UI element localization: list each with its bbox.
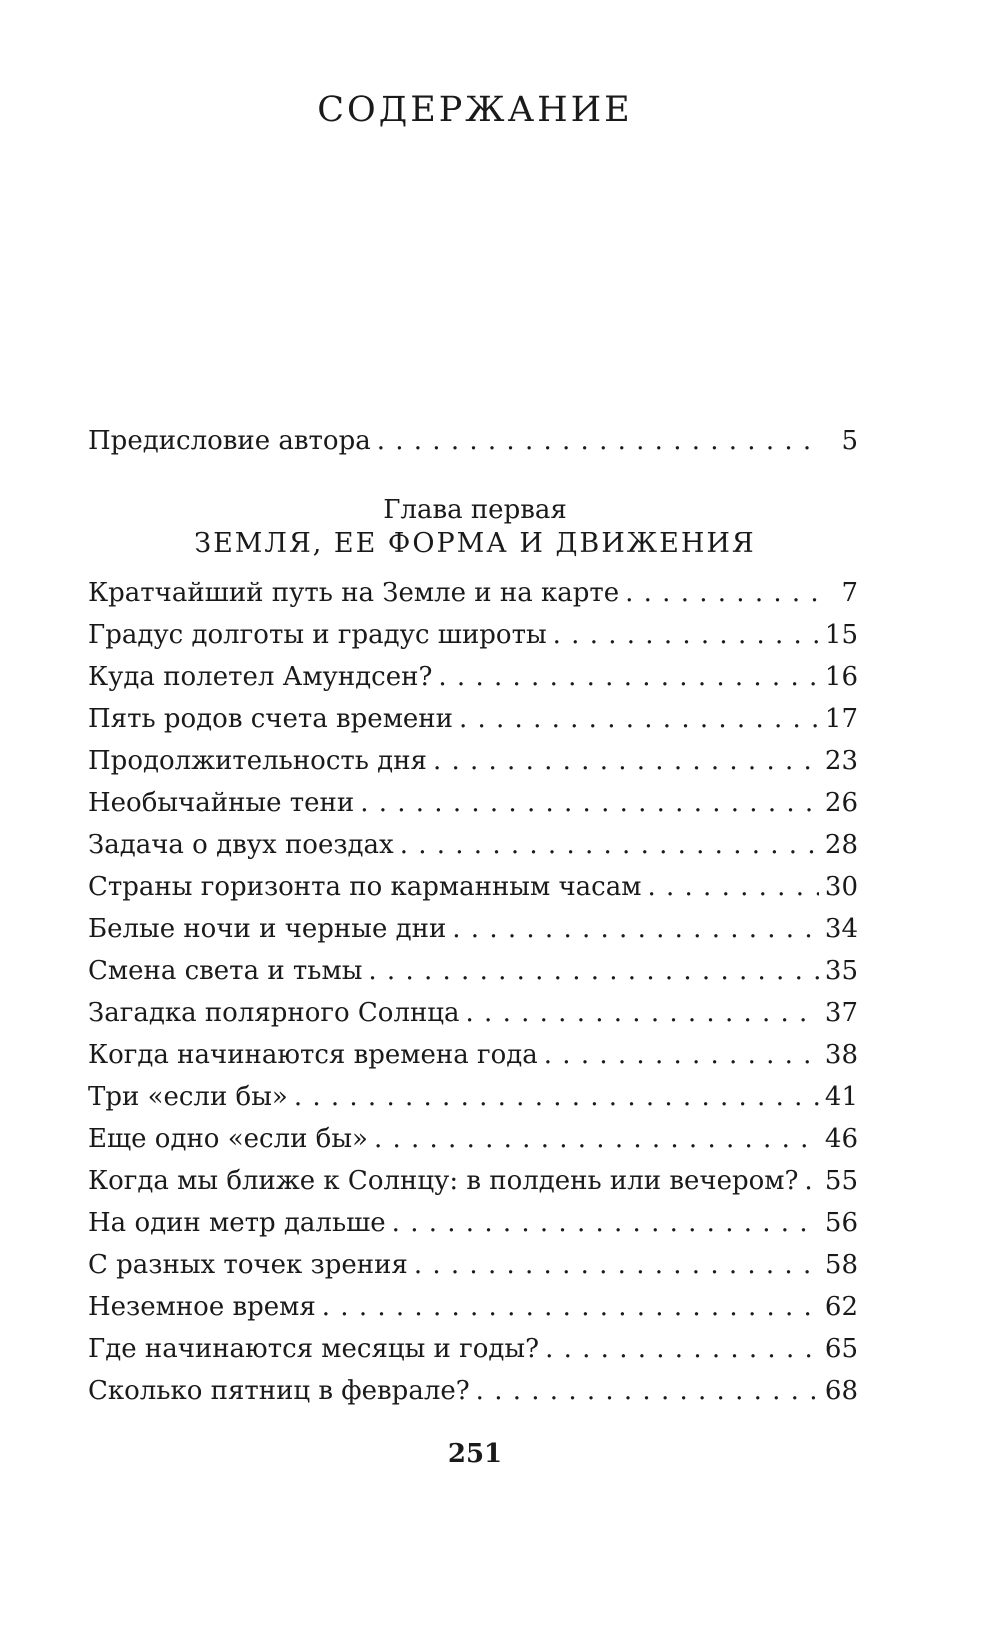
toc-entry-page: 41 xyxy=(824,1082,858,1112)
toc-entry[interactable] xyxy=(88,992,858,1034)
toc-entry-title: Сколько пятниц в феврале? xyxy=(88,1376,470,1406)
toc-entry[interactable] xyxy=(88,572,858,614)
dot-leader xyxy=(400,824,819,866)
toc-entry-preface[interactable] xyxy=(88,420,858,462)
dot-leader xyxy=(368,950,819,992)
dot-leader xyxy=(459,698,819,740)
toc-entry[interactable] xyxy=(88,740,858,782)
toc-entry-title: Куда полетел Амундсен? xyxy=(88,662,433,692)
toc-entry-title: Предисловие автора xyxy=(88,426,371,456)
toc-entry[interactable] xyxy=(88,1286,858,1328)
toc-entry[interactable] xyxy=(88,698,858,740)
toc-entry[interactable] xyxy=(88,1244,858,1286)
dot-leader xyxy=(804,1160,818,1202)
toc-entry-page: 37 xyxy=(824,998,858,1028)
toc-entry[interactable] xyxy=(88,950,858,992)
toc-entry[interactable] xyxy=(88,614,858,656)
dot-leader xyxy=(377,420,822,462)
dot-leader xyxy=(625,572,822,614)
dot-leader xyxy=(433,740,819,782)
toc-entry[interactable] xyxy=(88,1034,858,1076)
dot-leader xyxy=(360,782,819,824)
toc-entry[interactable] xyxy=(88,866,858,908)
toc-entry-page: 30 xyxy=(824,872,858,902)
toc-entry-title: Пять родов счета времени xyxy=(88,704,453,734)
toc-entry[interactable] xyxy=(88,1160,858,1202)
toc-entry-page: 65 xyxy=(824,1334,858,1364)
toc-entry-page: 35 xyxy=(824,956,858,986)
toc-entry-page: 58 xyxy=(824,1250,858,1280)
toc-entry-page: 23 xyxy=(824,746,858,776)
toc-entry-title: Три «если бы» xyxy=(88,1082,288,1112)
toc-entry-page: 7 xyxy=(841,578,858,608)
toc-entry-page: 5 xyxy=(841,426,858,456)
dot-leader xyxy=(466,992,819,1034)
toc-entry-title: Когда начинаются времена года xyxy=(88,1040,538,1070)
page-number: 251 xyxy=(447,1439,503,1469)
dot-leader xyxy=(438,656,819,698)
toc-entry-title: Смена света и тьмы xyxy=(88,956,363,986)
chapter-title: ЗЕМЛЯ, ЕЕ ФОРМА И ДВИЖЕНИЯ xyxy=(194,528,756,559)
toc-entry-page: 46 xyxy=(824,1124,858,1154)
toc-entry-title: На один метр дальше xyxy=(88,1208,386,1238)
toc-entry-title: Задача о двух поездах xyxy=(88,830,394,860)
dot-leader xyxy=(322,1286,819,1328)
toc-entry[interactable] xyxy=(88,1118,858,1160)
toc-entry[interactable] xyxy=(88,1076,858,1118)
dot-leader xyxy=(553,614,819,656)
toc-entry-title: Где начинаются месяцы и годы? xyxy=(88,1334,540,1364)
toc-entry[interactable] xyxy=(88,1370,858,1412)
toc-entry-page: 38 xyxy=(824,1040,858,1070)
toc-entry-title: Необычайные тени xyxy=(88,788,355,818)
toc-entry-title: Когда мы ближе к Солнцу: в полдень или вечером? xyxy=(88,1166,799,1196)
toc-entry-page: 28 xyxy=(824,830,858,860)
toc-entry-page: 62 xyxy=(824,1292,858,1322)
toc-entry-page: 68 xyxy=(824,1376,858,1406)
dot-leader xyxy=(476,1370,819,1412)
toc-entry-page: 26 xyxy=(824,788,858,818)
chapter-label: Глава первая xyxy=(383,495,567,525)
toc-entry-page: 55 xyxy=(824,1166,858,1196)
toc-entry[interactable] xyxy=(88,1202,858,1244)
toc-entry-page: 15 xyxy=(824,620,858,650)
dot-leader xyxy=(374,1118,819,1160)
toc-entry[interactable] xyxy=(88,782,858,824)
toc-entry-page: 16 xyxy=(824,662,858,692)
dot-leader xyxy=(647,866,818,908)
toc-entry-title: Загадка полярного Солнца xyxy=(88,998,460,1028)
dot-leader xyxy=(544,1034,819,1076)
toc-entry[interactable] xyxy=(88,656,858,698)
dot-leader xyxy=(452,908,819,950)
toc-entry-title: Градус долготы и градус широты xyxy=(88,620,547,650)
dot-leader xyxy=(294,1076,819,1118)
dot-leader xyxy=(545,1328,819,1370)
toc-entry[interactable] xyxy=(88,824,858,866)
toc-entry[interactable] xyxy=(88,1328,858,1370)
toc-entry[interactable] xyxy=(88,908,858,950)
toc-entry-title: Страны горизонта по карманным часам xyxy=(88,872,642,902)
toc-entry-title: Неземное время xyxy=(88,1292,316,1322)
dot-leader xyxy=(392,1202,819,1244)
toc-entry-page: 17 xyxy=(824,704,858,734)
toc-entry-title: Белые ночи и черные дни xyxy=(88,914,447,944)
toc-entry-title: Еще одно «если бы» xyxy=(88,1124,368,1154)
toc-entry-title: Продолжительность дня xyxy=(88,746,427,776)
page-title: СОДЕРЖАНИЕ xyxy=(317,90,633,130)
toc-entry-title: Кратчайший путь на Земле и на карте xyxy=(88,578,620,608)
toc-entry-title: С разных точек зрения xyxy=(88,1250,408,1280)
toc-entry-page: 34 xyxy=(824,914,858,944)
toc-entry-page: 56 xyxy=(824,1208,858,1238)
dot-leader xyxy=(414,1244,819,1286)
